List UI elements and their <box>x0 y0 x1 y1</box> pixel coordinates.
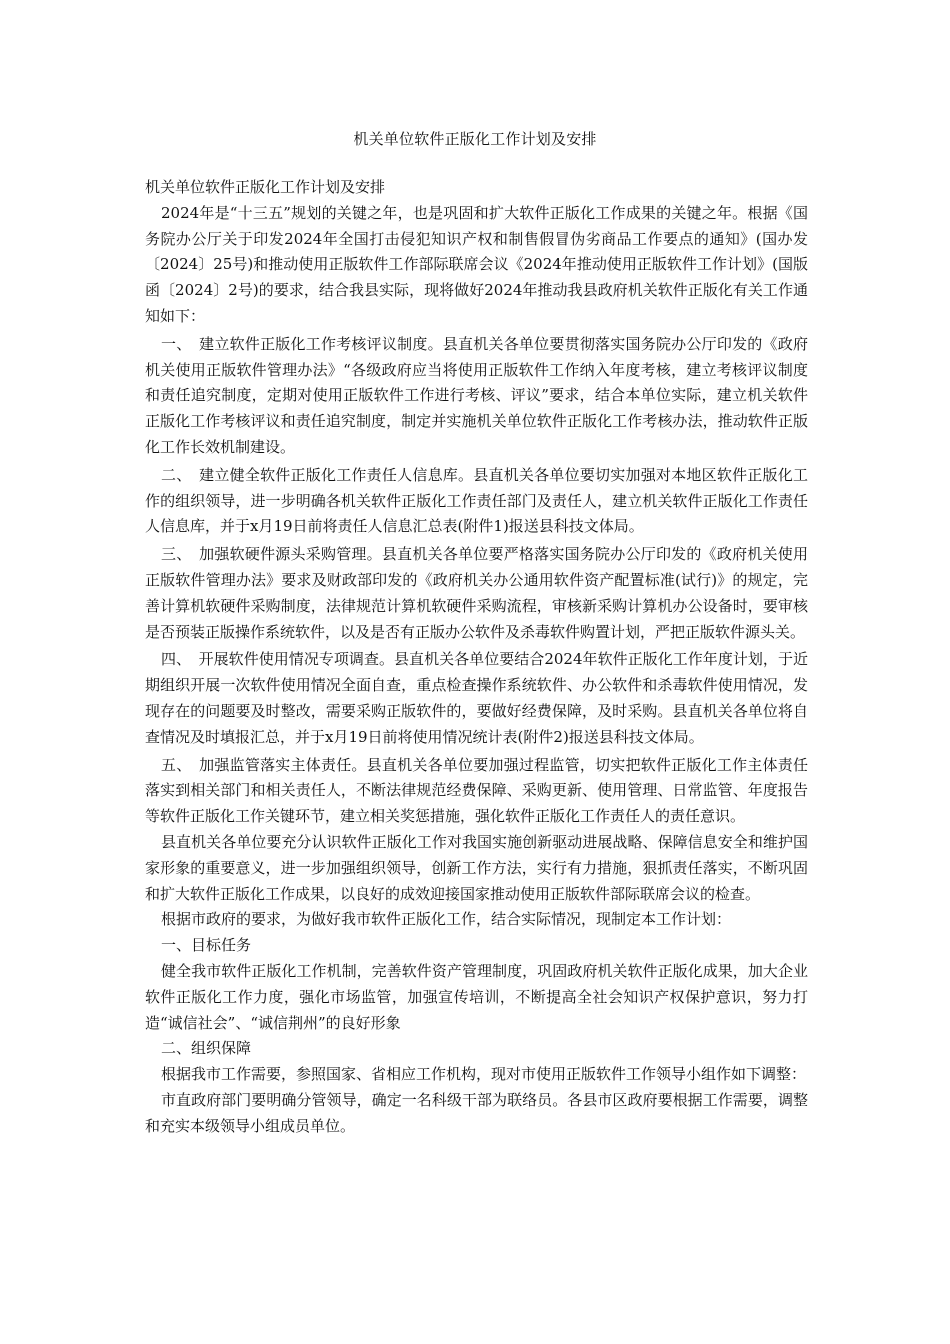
intro-paragraph: 2024年是“十三五”规划的关键之年，也是巩固和扩大软件正版化工作成果的关键之年。根据《国务院办公厅关于印发2024年全国打击侵犯知识产权和制售假冒伪劣商品工作要点的通知》(国办发〔2024〕25号)和推动使用正版软件工作部际联席会议《2024年推动使用正版软件工作计划》(国版函〔2024〕2号)的要求，结合我县实际，现将做好2024年推动我县政府机关软件正版化有关工作通知如下： <box>145 203 808 325</box>
goals-paragraph: 健全我市软件正版化工作机制，完善软件资产管理制度，巩固政府机关软件正版化成果，加大企业软件正版化工作力度，强化市场监管，加强宣传培训，不断提高全社会知识产权保护意识，努力打造“诚信社会”、“诚信荆州”的良好形象 <box>145 961 808 1032</box>
document-body <box>145 175 808 1139</box>
section-two-paragraph: 二、 建立健全软件正版化工作责任人信息库。县直机关各单位要切实加强对本地区软件正版化工作的组织领导，进一步明确各机关软件正版化工作责任部门及责任人，建立机关软件正版化工作责任人信息库，并于x月19日前将责任人信息汇总表(附件1)报送县科技文体局。 <box>145 465 808 536</box>
summary-paragraph: 县直机关各单位要充分认识软件正版化工作对我国实施创新驱动进展战略、保障信息安全和维护国家形象的重要意义，进一步加强组织领导，创新工作方法，实行有力措施，狠抓责任落实，不断巩固和扩大软件正版化工作成果，以良好的成效迎接国家推动使用正版软件部际联席会议的检查。 <box>145 832 808 903</box>
liaison-paragraph: 市直政府部门要明确分管领导，确定一名科级干部为联络员。各县市区政府要根据工作需要，调整和充实本级领导小组成员单位。 <box>145 1090 808 1135</box>
section-one-paragraph: 一、 建立软件正版化工作考核评议制度。县直机关各单位要贯彻落实国务院办公厅印发的《政府机关使用正版软件管理办法》“各级政府应当将使用正版软件工作纳入年度考核，建立考核评议制度和责任追究制度，定期对使用正版软件工作进行考核、评议”要求，结合本单位实际，建立机关软件正版化工作考核评议和责任追究制度，制定并实施机关单位软件正版化工作考核办法，推动软件正版化工作长效机制建设。 <box>145 334 808 456</box>
organization-paragraph: 根据我市工作需要，参照国家、省相应工作机构，现对市使用正版软件工作领导小组作如下调整： <box>161 1065 807 1084</box>
section-five-paragraph: 五、 加强监管落实主体责任。县直机关各单位要加强过程监管，切实把软件正版化工作主体责任落实到相关部门和相关责任人，不断法律规范经费保障、采购更新、使用管理、日常监管、年度报告等软件正版化工作关键环节，建立相关奖惩措施，强化软件正版化工作责任人的责任意识。 <box>145 755 808 826</box>
city-plan-intro-paragraph: 根据市政府的要求，为做好我市软件正版化工作，结合实际情况，现制定本工作计划： <box>161 910 732 929</box>
organization-heading: 二、组织保障 <box>161 1039 252 1058</box>
goals-heading: 一、目标任务 <box>161 936 252 955</box>
document-title: 机关单位软件正版化工作计划及安排 <box>353 130 597 148</box>
section-three-paragraph: 三、 加强软硬件源头采购管理。县直机关各单位要严格落实国务院办公厅印发的《政府机关使用正版软件管理办法》要求及财政部印发的《政府机关办公通用软件资产配置标准(试行)》的规定，完善计算机软硬件采购制度，法律规范计算机软硬件采购流程，审核新采购计算机办公设备时，要审核是否预装正版操作系统软件，以及是否有正版办公软件及杀毒软件购置计划，严把正版软件源头关。 <box>145 545 808 641</box>
document-subtitle: 机关单位软件正版化工作计划及安排 <box>145 178 386 196</box>
section-four-paragraph: 四、 开展软件使用情况专项调查。县直机关各单位要结合2024年软件正版化工作年度计划，于近期组织开展一次软件使用情况全面自查，重点检查操作系统软件、办公软件和杀毒软件使用情况，发现存在的问题要及时整改，需要采购正版软件的，要做好经费保障，及时采购。县直机关各单位将自查情况及时填报汇总，并于x月19日前将使用情况统计表(附件2)报送县科技文体局。 <box>145 650 808 746</box>
